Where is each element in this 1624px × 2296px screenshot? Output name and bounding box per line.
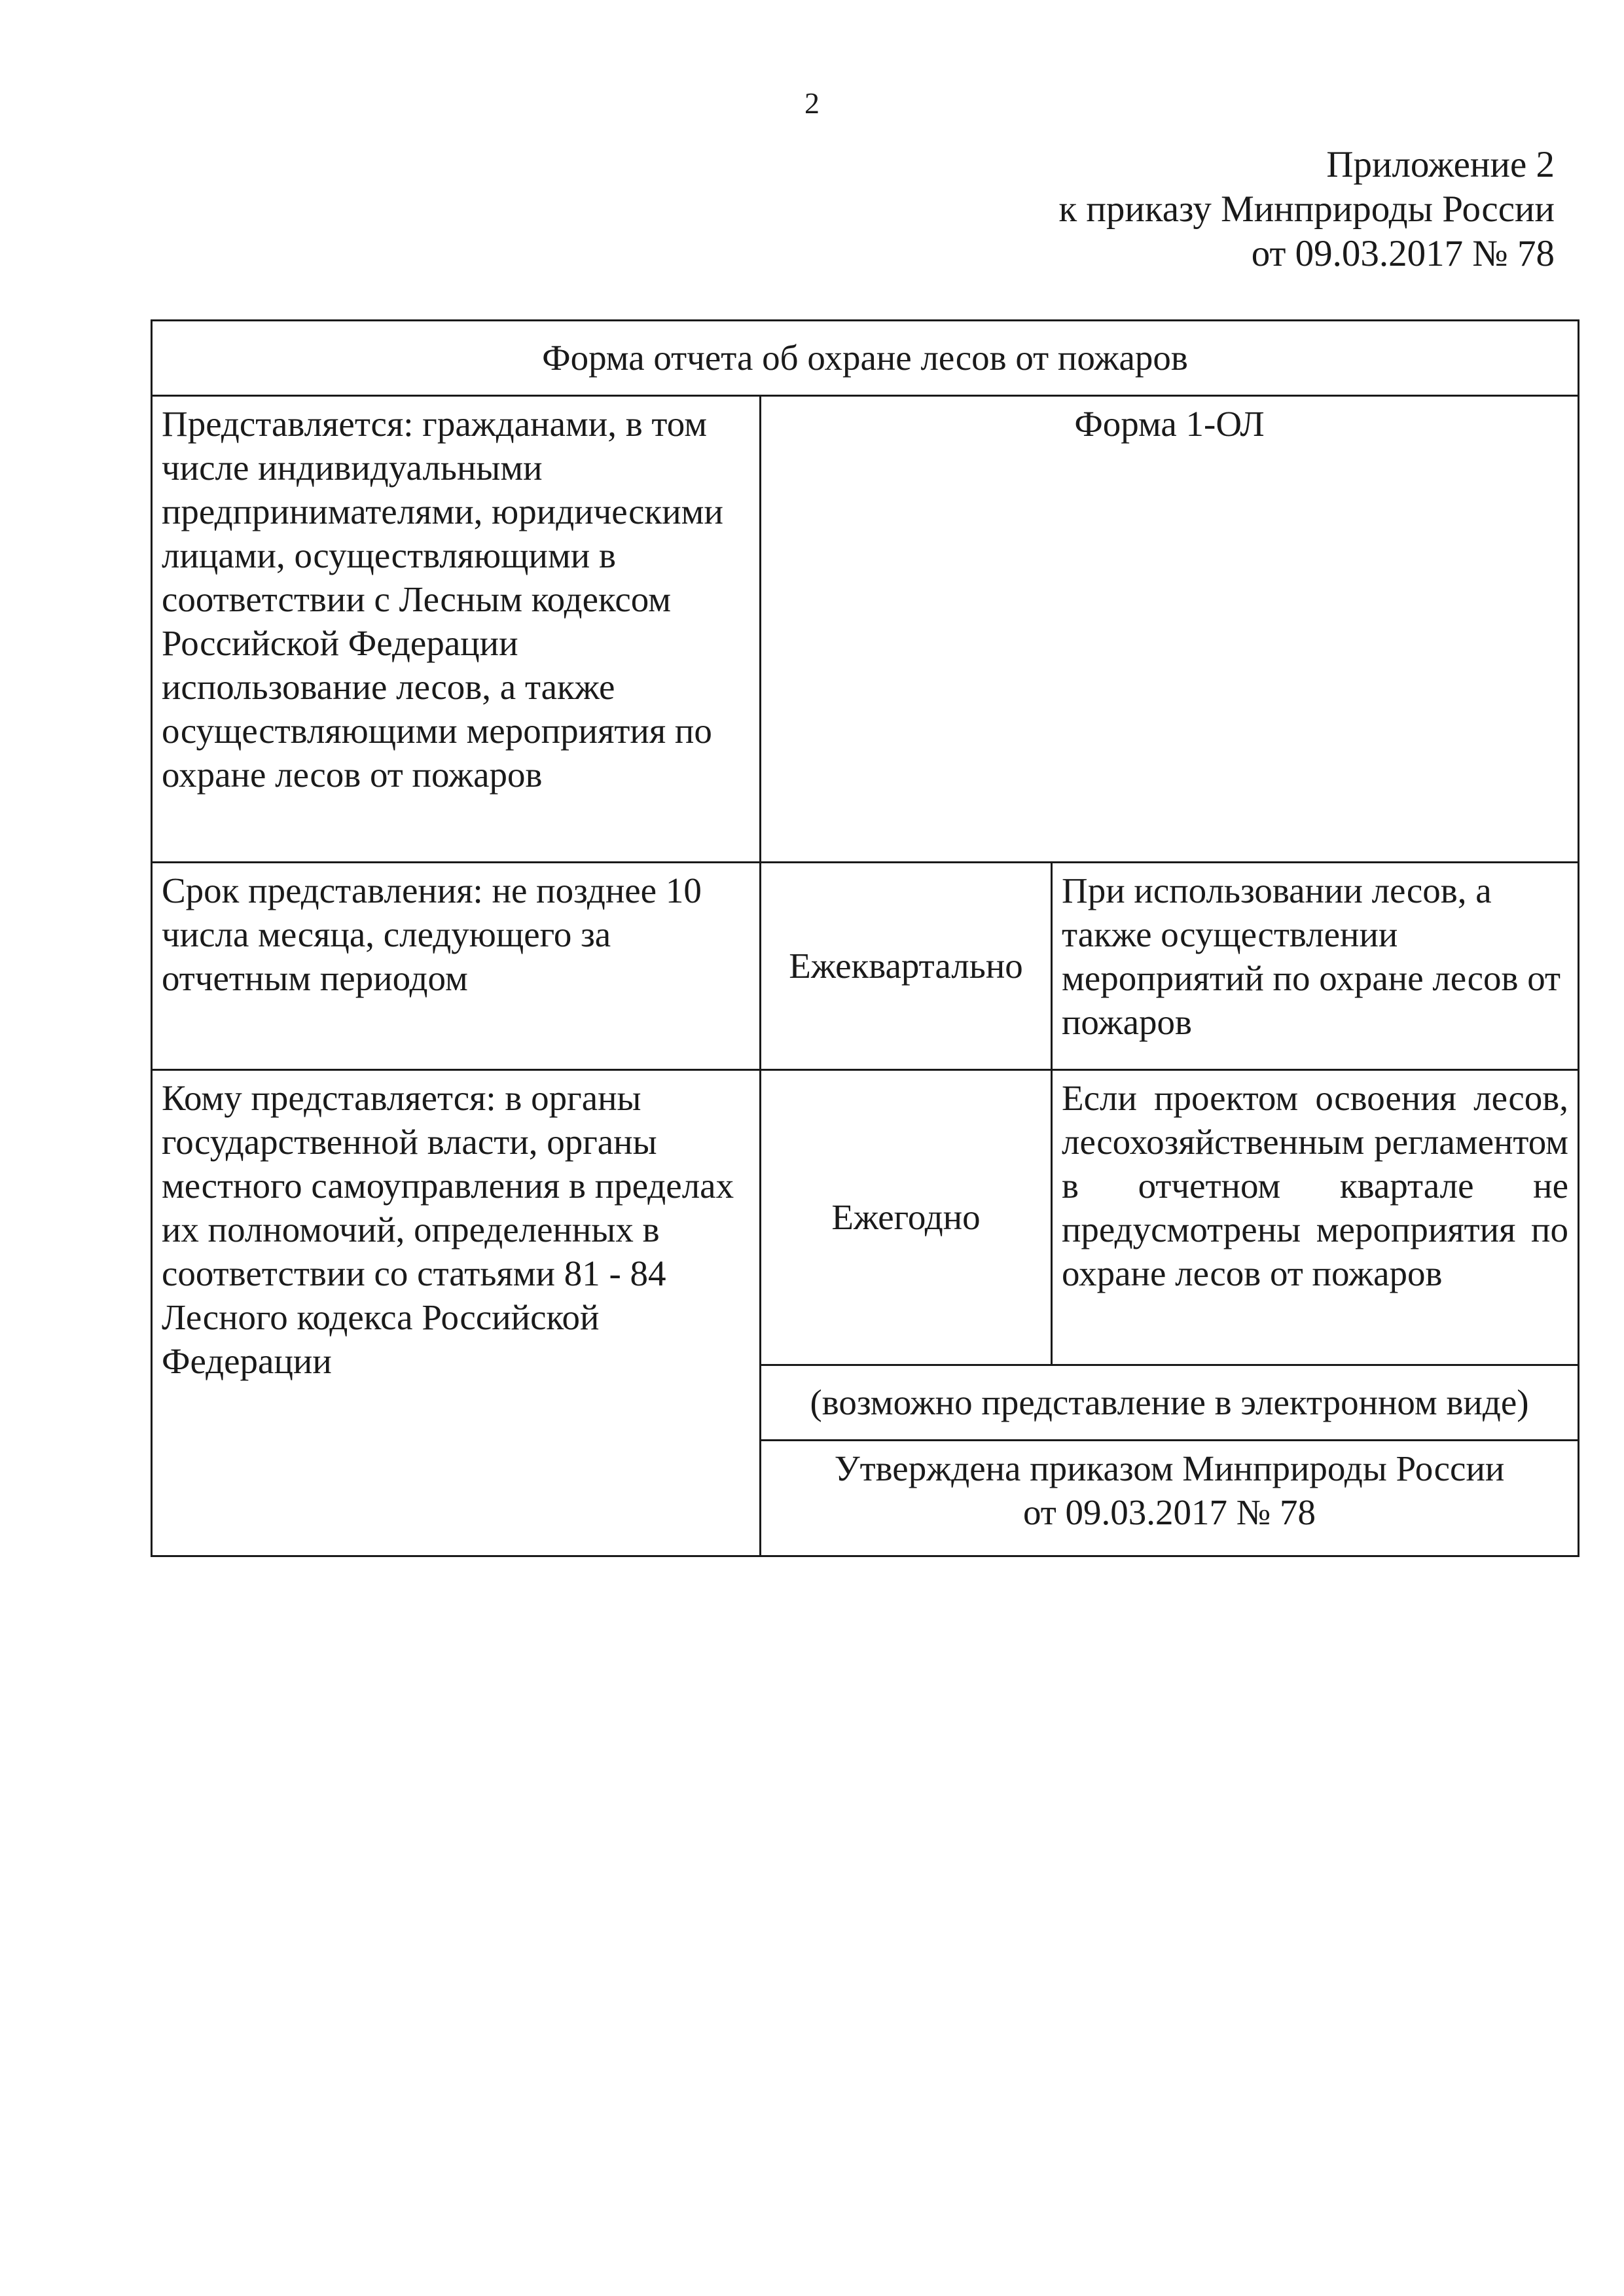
- form-code: Форма 1-ОЛ: [761, 396, 1579, 863]
- annex-title: Приложение 2: [1326, 144, 1555, 185]
- form-title: Форма отчета об охране лесов от пожаров: [152, 321, 1579, 396]
- frequency-annually: Ежегодно: [761, 1070, 1052, 1365]
- annex-header: [1058, 143, 1555, 276]
- annually-condition: Если проектом освоения лесов, лесохозяйственным регламентом в отчетном квартале не предусмотрены мероприятия по охране лесов от пожаров: [1052, 1070, 1579, 1365]
- page-number: 2: [804, 86, 820, 120]
- approval-line-1: Утверждена приказом Минприроды России: [834, 1448, 1505, 1488]
- quarterly-condition: При использовании лесов, а также осуществлении мероприятий по охране лесов от пожаров: [1052, 863, 1579, 1070]
- frequency-quarterly: Ежеквартально: [761, 863, 1052, 1070]
- electronic-submission-note: (возможно представление в электронном виде): [761, 1365, 1579, 1441]
- annex-order-ref: к приказу Минприроды России: [1058, 188, 1555, 230]
- approval-line-2: от 09.03.2017 № 78: [1022, 1492, 1316, 1532]
- approval-cell: [761, 1441, 1579, 1556]
- annex-order-date: от 09.03.2017 № 78: [1251, 233, 1555, 274]
- report-form-table: [151, 319, 1579, 1557]
- submitted-by-cell: Представляется: гражданами, в том числе индивидуальными предпринимателями, юридическими лицами, осуществляющими в соответствии с Лесным кодексом Российской Федерации использование лесов, а также осуществляющими мероприятия по охране лесов от пожаров: [152, 396, 761, 863]
- recipients-cell: Кому представляется: в органы государственной власти, органы местного самоуправления в пределах их полномочий, определенных в соответствии со статьями 81 - 84 Лесного кодекса Российской Федерации: [152, 1070, 761, 1556]
- deadline-cell: Срок представления: не позднее 10 числа месяца, следующего за отчетным периодом: [152, 863, 761, 1070]
